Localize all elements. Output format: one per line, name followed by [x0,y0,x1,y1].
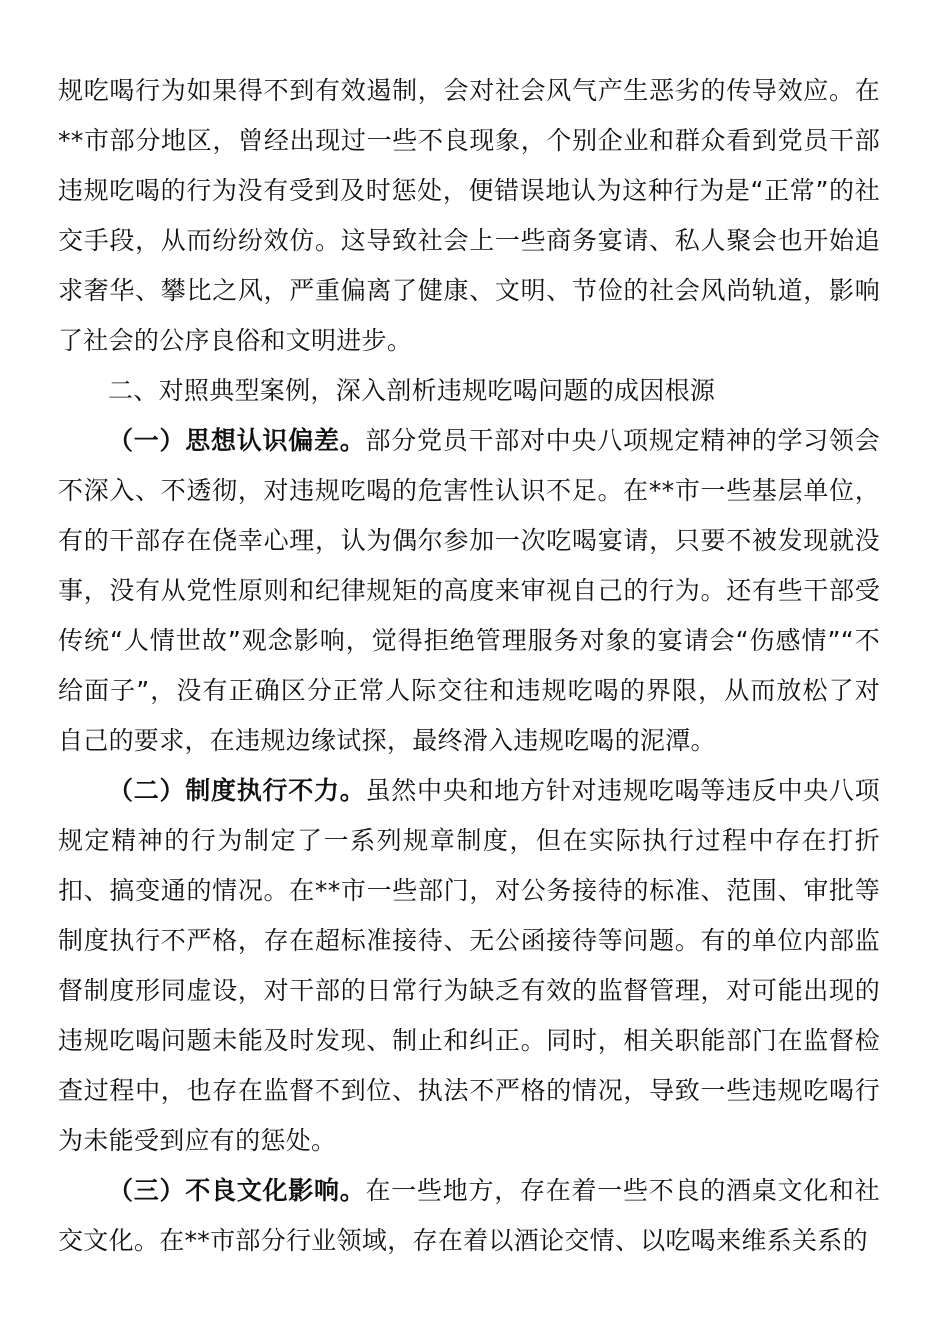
item-3-heading: （三）不良文化影响。 [108,1176,366,1205]
document-body [58,66,880,1266]
item-3-paragraph [58,1166,880,1266]
item-1-body: 部分党员干部对中央八项规定精神的学习领会不深入、不透彻，对违规吃喝的危害性认识不足。在**市一些基层单位，有的干部存在侥幸心理，认为偶尔参加一次吃喝宴请，只要不被发现就没事，没有从党性原则和纪律规矩的高度来审视自己的行为。还有些干部受传统“人情世故”观念影响，觉得拒绝管理服务对象的宴请会“伤感情”“不给面子”，没有正确区分正常人际交往和违规吃喝的界限，从而放松了对自己的要求，在违规边缘试探，最终滑入违规吃喝的泥潭。 [58,426,880,755]
paragraph-continuation: 规吃喝行为如果得不到有效遏制，会对社会风气产生恶劣的传导效应。在**市部分地区，曾经出现过一些不良现象，个别企业和群众看到党员干部违规吃喝的行为没有受到及时惩处，便错误地认为这种行为是“正常”的社交手段，从而纷纷效仿。这导致社会上一些商务宴请、私人聚会也开始追求奢华、攀比之风，严重偏离了健康、文明、节俭的社会风尚轨道，影响了社会的公序良俗和文明进步。 [58,76,880,355]
item-2-body: 虽然中央和地方针对违规吃喝等违反中央八项规定精神的行为制定了一系列规章制度，但在实际执行过程中存在打折扣、搞变通的情况。在**市一些部门，对公务接待的标准、范围、审批等制度执行不严格，存在超标准接待、无公函接待等问题。有的单位内部监督制度形同虚设，对干部的日常行为缺乏有效的监督管理，对可能出现的违规吃喝问题未能及时发现、制止和纠正。同时，相关职能部门在监督检查过程中，也存在监督不到位、执法不严格的情况，导致一些违规吃喝行为未能受到应有的惩处。 [58,776,880,1155]
item-1-heading: （一）思想认识偏差。 [108,426,366,455]
item-3-body: 在一些地方，存在着一些不良的酒桌文化和社交文化。在**市部分行业领域，存在着以酒论交情、以吃喝来维系关系的 [58,1176,880,1255]
section-heading-2: 二、对照典型案例，深入剖析违规吃喝问题的成因根源 [108,376,716,405]
item-2-heading: （二）制度执行不力。 [108,776,366,805]
item-1-paragraph [58,416,880,766]
item-2-paragraph [58,766,880,1166]
